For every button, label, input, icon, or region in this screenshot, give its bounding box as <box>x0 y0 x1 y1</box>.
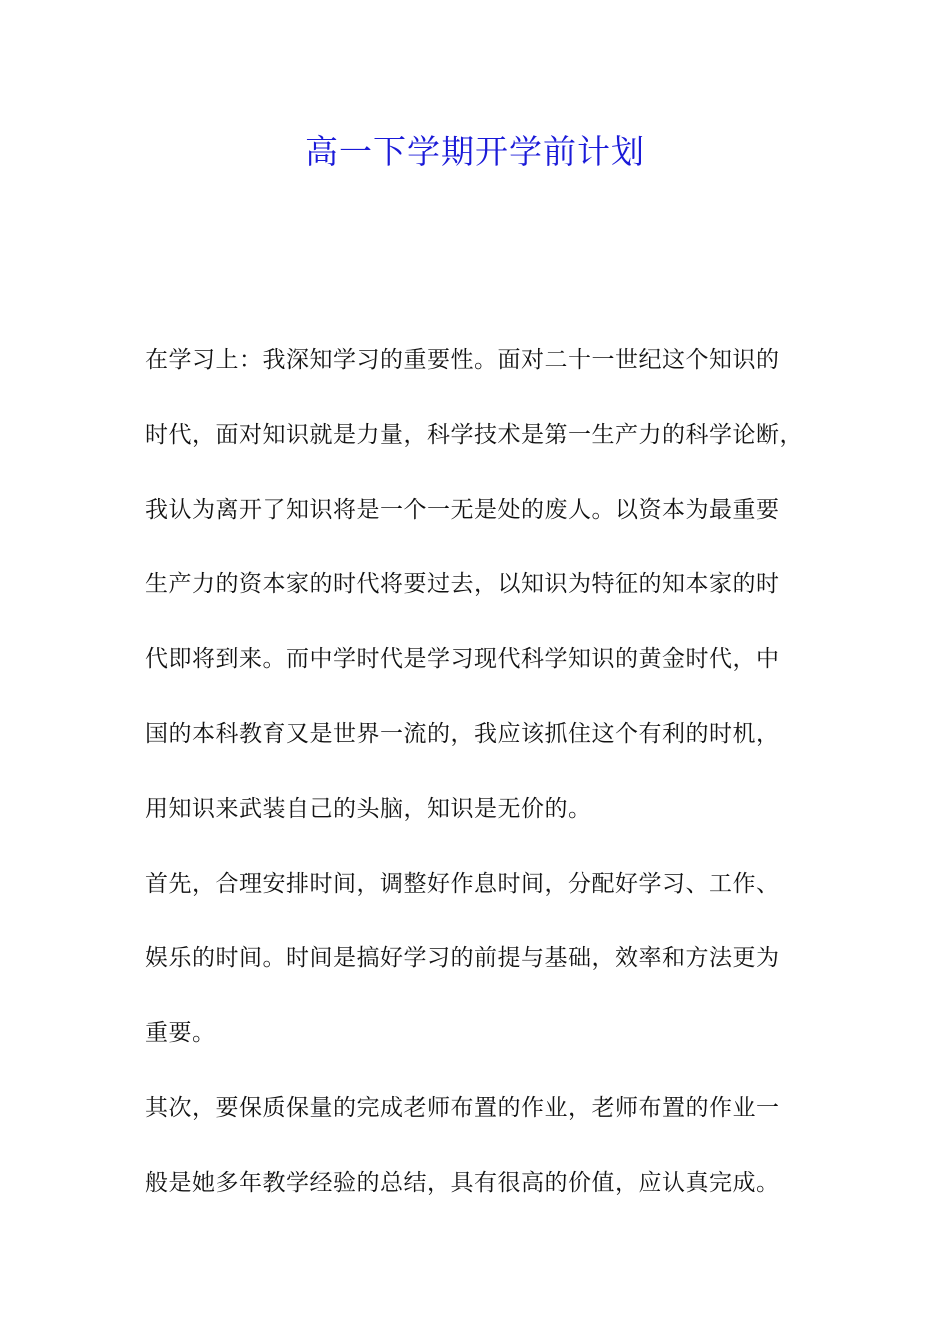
text-line: 般是她多年教学经验的总结，具有很高的价值，应认真完成。 <box>145 1169 780 1196</box>
text-line: 国的本科教育又是世界一流的，我应该抓住这个有利的时机， <box>145 720 780 747</box>
text-line: 我认为离开了知识将是一个一无是处的废人。以资本为最重要 <box>145 496 780 523</box>
document-title: 高一下学期开学前计划 <box>305 132 645 171</box>
document-body <box>145 337 825 1235</box>
text-line: 代即将到来。而中学时代是学习现代科学知识的黄金时代，中 <box>145 646 780 673</box>
text-line: 娱乐的时间。时间是搞好学习的前提与基础，效率和方法更为 <box>145 945 780 972</box>
text-line: 用知识来武装自己的头脑，知识是无价的。 <box>145 795 592 822</box>
text-line: 重要。 <box>145 1020 216 1047</box>
text-line: 生产力的资本家的时代将要过去，以知识为特征的知本家的时 <box>145 571 780 598</box>
text-line: 时代，面对知识就是力量，科学技术是第一生产力的科学论断， <box>145 421 803 448</box>
text-line: 其次，要保质保量的完成老师布置的作业，老师布置的作业一 <box>145 1094 780 1121</box>
text-line: 在学习上：我深知学习的重要性。面对二十一世纪这个知识的 <box>145 347 780 373</box>
text-line: 首先，合理安排时间，调整好作息时间，分配好学习、工作、 <box>145 870 780 897</box>
